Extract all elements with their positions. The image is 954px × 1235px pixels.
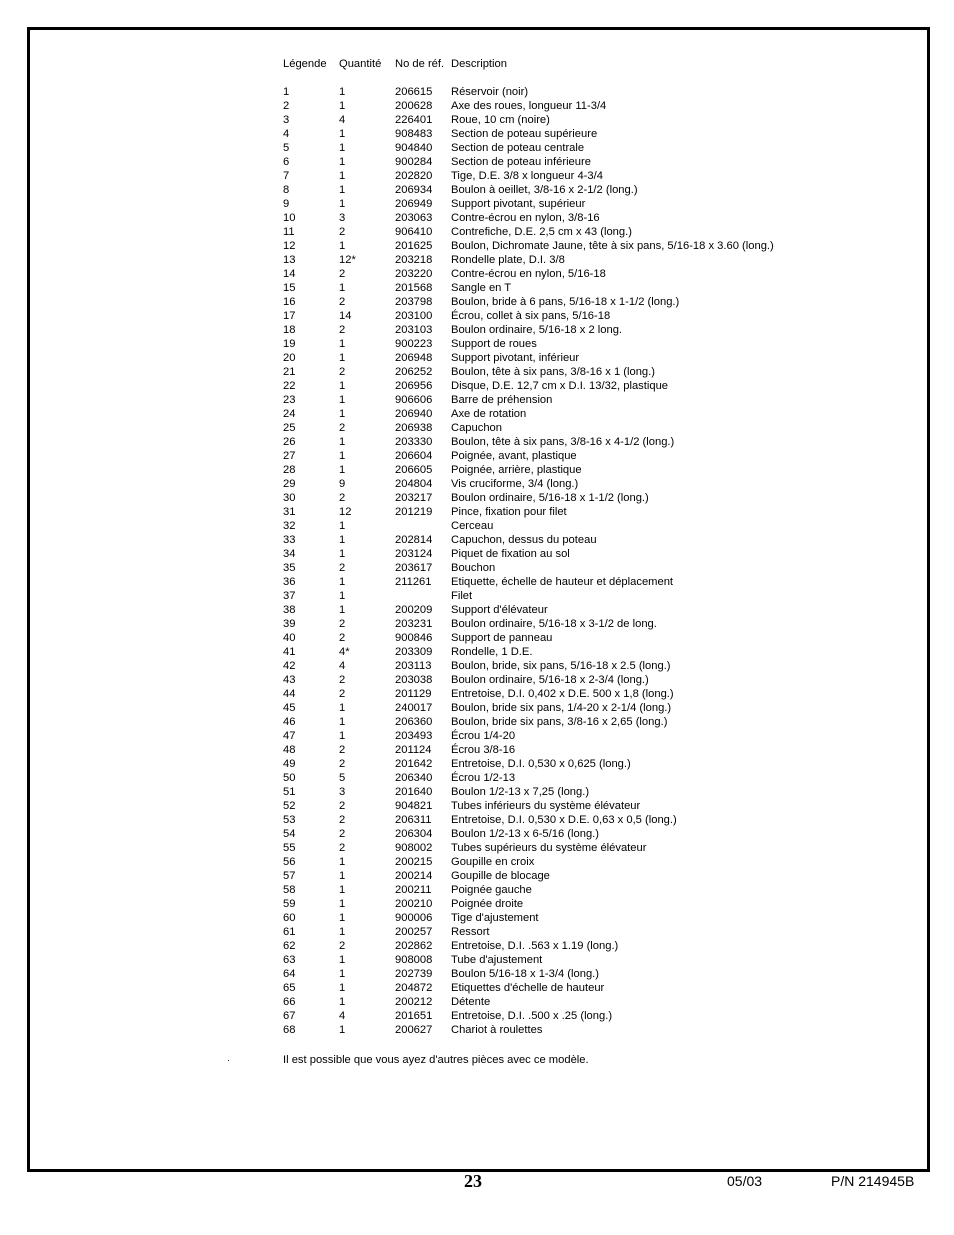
quantity-cell: 2 xyxy=(339,814,346,826)
quantity-cell: 2 xyxy=(339,940,346,952)
quantity-cell: 1 xyxy=(339,184,346,196)
ref-cell: 206311 xyxy=(395,814,432,826)
quantity-cell: 1 xyxy=(339,86,346,98)
quantity-cell: 1 xyxy=(339,100,346,112)
description-cell: Section de poteau supérieure xyxy=(451,128,598,140)
description-cell: Boulon, bride à 6 pans, 5/16-18 x 1-1/2 (long.) xyxy=(451,296,680,308)
description-cell: Boulon à oeillet, 3/8-16 x 2-1/2 (long.) xyxy=(451,184,638,196)
description-cell: Poignée gauche xyxy=(451,884,532,896)
ref-cell: 203217 xyxy=(395,492,433,504)
legend-cell: 68 xyxy=(283,1024,296,1036)
quantity-cell: 3 xyxy=(339,786,346,798)
description-cell: Boulon 1/2-13 x 6-5/16 (long.) xyxy=(451,828,600,840)
description-cell: Axe des roues, longueur 11-3/4 xyxy=(451,100,607,112)
ref-cell: 200211 xyxy=(395,884,432,896)
legend-cell: 61 xyxy=(283,926,296,938)
quantity-cell: 1 xyxy=(339,142,346,154)
description-cell: Entretoise, D.I. .563 x 1.19 (long.) xyxy=(451,940,619,952)
description-cell: Vis cruciforme, 3/4 (long.) xyxy=(451,478,579,490)
description-cell: Disque, D.E. 12,7 cm x D.I. 13/32, plastique xyxy=(451,380,669,392)
description-cell: Piquet de fixation au sol xyxy=(451,548,570,560)
header-ref: No de réf. xyxy=(395,58,445,70)
note-marker: · xyxy=(227,1055,230,1065)
legend-cell: 20 xyxy=(283,352,296,364)
ref-cell: 211261 xyxy=(395,576,432,588)
ref-cell: 908483 xyxy=(395,128,433,140)
description-cell: Contre-écrou en nylon, 5/16-18 xyxy=(451,268,606,280)
quantity-cell: 1 xyxy=(339,534,346,546)
ref-cell: 206304 xyxy=(395,828,433,840)
quantity-cell: 2 xyxy=(339,618,346,630)
ref-cell: 201219 xyxy=(395,506,433,518)
ref-cell: 206360 xyxy=(395,716,433,728)
description-cell: Etiquettes d'échelle de hauteur xyxy=(451,982,605,994)
quantity-cell: 2 xyxy=(339,422,346,434)
legend-cell: 29 xyxy=(283,478,296,490)
legend-cell: 49 xyxy=(283,758,296,770)
description-cell: Boulon, bride six pans, 1/4-20 x 2-1/4 (long.) xyxy=(451,702,672,714)
legend-cell: 10 xyxy=(283,212,296,224)
ref-cell: 206615 xyxy=(395,86,433,98)
description-cell: Contre-écrou en nylon, 3/8-16 xyxy=(451,212,600,224)
ref-cell: 200214 xyxy=(395,870,433,882)
legend-cell: 32 xyxy=(283,520,296,532)
ref-cell: 203063 xyxy=(395,212,433,224)
quantity-cell: 1 xyxy=(339,982,346,994)
legend-cell: 4 xyxy=(283,128,290,140)
quantity-cell: 1 xyxy=(339,408,346,420)
legend-cell: 2 xyxy=(283,100,290,112)
legend-cell: 19 xyxy=(283,338,296,350)
legend-cell: 62 xyxy=(283,940,296,952)
legend-cell: 26 xyxy=(283,436,296,448)
quantity-cell: 1 xyxy=(339,996,346,1008)
description-cell: Boulon, bride, six pans, 5/16-18 x 2.5 (long.) xyxy=(451,660,671,672)
ref-cell: 203798 xyxy=(395,296,433,308)
legend-cell: 16 xyxy=(283,296,296,308)
ref-cell: 906410 xyxy=(395,226,433,238)
quantity-cell: 1 xyxy=(339,604,346,616)
quantity-cell: 2 xyxy=(339,632,346,644)
quantity-cell: 2 xyxy=(339,324,346,336)
description-cell: Boulon, bride six pans, 3/8-16 x 2,65 (long.) xyxy=(451,716,668,728)
ref-cell: 203038 xyxy=(395,674,433,686)
description-cell: Écrou 1/2-13 xyxy=(451,772,516,784)
legend-cell: 40 xyxy=(283,632,296,644)
ref-cell: 203330 xyxy=(395,436,433,448)
description-cell: Entretoise, D.I. 0,402 x D.E. 500 x 1,8 (long.) xyxy=(451,688,674,700)
quantity-cell: 2 xyxy=(339,828,346,840)
ref-cell: 202739 xyxy=(395,968,433,980)
quantity-cell: 14 xyxy=(339,310,352,322)
legend-cell: 8 xyxy=(283,184,290,196)
quantity-cell: 2 xyxy=(339,800,346,812)
legend-cell: 66 xyxy=(283,996,296,1008)
legend-cell: 43 xyxy=(283,674,296,686)
ref-cell: 200628 xyxy=(395,100,433,112)
ref-cell: 203617 xyxy=(395,562,433,574)
quantity-cell: 4 xyxy=(339,114,346,126)
description-cell: Détente xyxy=(451,996,491,1008)
quantity-cell: 1 xyxy=(339,730,346,742)
quantity-cell: 2 xyxy=(339,674,346,686)
quantity-cell: 12 xyxy=(339,506,352,518)
quantity-cell: 4 xyxy=(339,1010,346,1022)
description-cell: Goupille de blocage xyxy=(451,870,550,882)
legend-cell: 54 xyxy=(283,828,296,840)
quantity-cell: 1 xyxy=(339,464,346,476)
legend-cell: 67 xyxy=(283,1010,296,1022)
description-cell: Entretoise, D.I. 0,530 x 0,625 (long.) xyxy=(451,758,631,770)
legend-cell: 22 xyxy=(283,380,296,392)
legend-cell: 5 xyxy=(283,142,290,154)
legend-cell: 27 xyxy=(283,450,296,462)
description-cell: Écrou, collet à six pans, 5/16-18 xyxy=(451,310,611,322)
description-cell: Écrou 3/8-16 xyxy=(451,744,516,756)
legend-cell: 53 xyxy=(283,814,296,826)
description-cell: Bouchon xyxy=(451,562,496,574)
description-cell: Boulon ordinaire, 5/16-18 x 1-1/2 (long.) xyxy=(451,492,649,504)
quantity-cell: 1 xyxy=(339,576,346,588)
quantity-cell: 1 xyxy=(339,240,346,252)
ref-cell: 203493 xyxy=(395,730,433,742)
legend-cell: 11 xyxy=(283,226,295,238)
quantity-cell: 4 xyxy=(339,660,346,672)
ref-cell: 201124 xyxy=(395,744,432,756)
description-cell: Section de poteau inférieure xyxy=(451,156,591,168)
legend-cell: 17 xyxy=(283,310,296,322)
legend-cell: 7 xyxy=(283,170,290,182)
quantity-cell: 3 xyxy=(339,212,346,224)
quantity-cell: 1 xyxy=(339,590,346,602)
legend-cell: 50 xyxy=(283,772,296,784)
legend-cell: 1 xyxy=(283,86,290,98)
legend-cell: 23 xyxy=(283,394,296,406)
ref-cell: 206934 xyxy=(395,184,433,196)
description-cell: Sangle en T xyxy=(451,282,512,294)
ref-cell: 908002 xyxy=(395,842,433,854)
quantity-cell: 12* xyxy=(339,254,356,266)
description-cell: Entretoise, D.I. 0,530 x D.E. 0,63 x 0,5 (long.) xyxy=(451,814,677,826)
description-cell: Tube d'ajustement xyxy=(451,954,543,966)
ref-cell: 226401 xyxy=(395,114,433,126)
description-cell: Contrefiche, D.E. 2,5 cm x 43 (long.) xyxy=(451,226,632,238)
quantity-cell: 1 xyxy=(339,436,346,448)
legend-cell: 63 xyxy=(283,954,296,966)
legend-cell: 38 xyxy=(283,604,296,616)
ref-cell: 200257 xyxy=(395,926,433,938)
legend-cell: 33 xyxy=(283,534,296,546)
description-cell: Boulon ordinaire, 5/16-18 x 2-3/4 (long.) xyxy=(451,674,649,686)
legend-cell: 39 xyxy=(283,618,296,630)
description-cell: Boulon 1/2-13 x 7,25 (long.) xyxy=(451,786,590,798)
legend-cell: 47 xyxy=(283,730,296,742)
description-cell: Poignée, arrière, plastique xyxy=(451,464,582,476)
quantity-cell: 2 xyxy=(339,268,346,280)
description-cell: Support de panneau xyxy=(451,632,553,644)
quantity-cell: 2 xyxy=(339,296,346,308)
legend-cell: 35 xyxy=(283,562,296,574)
legend-cell: 14 xyxy=(283,268,296,280)
description-cell: Support pivotant, supérieur xyxy=(451,198,586,210)
description-cell: Rondelle, 1 D.E. xyxy=(451,646,533,658)
legend-cell: 36 xyxy=(283,576,296,588)
legend-cell: 21 xyxy=(283,366,296,378)
description-cell: Boulon 5/16-18 x 1-3/4 (long.) xyxy=(451,968,600,980)
legend-cell: 59 xyxy=(283,898,296,910)
quantity-cell: 1 xyxy=(339,450,346,462)
ref-cell: 900006 xyxy=(395,912,433,924)
ref-cell: 201568 xyxy=(395,282,433,294)
quantity-cell: 9 xyxy=(339,478,346,490)
quantity-cell: 1 xyxy=(339,338,346,350)
description-cell: Support d'élévateur xyxy=(451,604,548,616)
quantity-cell: 1 xyxy=(339,856,346,868)
ref-cell: 204872 xyxy=(395,982,433,994)
ref-cell: 206938 xyxy=(395,422,433,434)
quantity-cell: 1 xyxy=(339,912,346,924)
description-cell: Poignée, avant, plastique xyxy=(451,450,577,462)
ref-cell: 203218 xyxy=(395,254,433,266)
description-cell: Boulon, tête à six pans, 3/8-16 x 4-1/2 (long.) xyxy=(451,436,675,448)
quantity-cell: 1 xyxy=(339,898,346,910)
legend-cell: 25 xyxy=(283,422,296,434)
revision-date: 05/03 xyxy=(727,1173,763,1189)
legend-cell: 65 xyxy=(283,982,296,994)
ref-cell: 204804 xyxy=(395,478,433,490)
quantity-cell: 1 xyxy=(339,352,346,364)
ref-cell: 203100 xyxy=(395,310,433,322)
description-cell: Section de poteau centrale xyxy=(451,142,585,154)
quantity-cell: 1 xyxy=(339,884,346,896)
ref-cell: 200627 xyxy=(395,1024,433,1036)
ref-cell: 203309 xyxy=(395,646,433,658)
ref-cell: 206956 xyxy=(395,380,433,392)
quantity-cell: 2 xyxy=(339,366,346,378)
ref-cell: 203231 xyxy=(395,618,433,630)
description-cell: Goupille en croix xyxy=(451,856,535,868)
ref-cell: 203220 xyxy=(395,268,433,280)
description-cell: Cerceau xyxy=(451,520,494,532)
quantity-cell: 1 xyxy=(339,968,346,980)
description-cell: Boulon, Dichromate Jaune, tête à six pans, 5/16-18 x 3.60 (long.) xyxy=(451,240,774,252)
description-cell: Filet xyxy=(451,590,473,602)
legend-cell: 52 xyxy=(283,800,296,812)
quantity-cell: 1 xyxy=(339,870,346,882)
description-cell: Support de roues xyxy=(451,338,537,350)
ref-cell: 203124 xyxy=(395,548,433,560)
legend-cell: 15 xyxy=(283,282,296,294)
legend-cell: 30 xyxy=(283,492,296,504)
ref-cell: 201129 xyxy=(395,688,432,700)
quantity-cell: 2 xyxy=(339,226,346,238)
ref-cell: 202814 xyxy=(395,534,433,546)
quantity-cell: 1 xyxy=(339,954,346,966)
quantity-cell: 1 xyxy=(339,394,346,406)
description-cell: Tige d'ajustement xyxy=(451,912,539,924)
quantity-cell: 2 xyxy=(339,492,346,504)
quantity-cell: 1 xyxy=(339,926,346,938)
quantity-cell: 2 xyxy=(339,744,346,756)
description-cell: Tige, D.E. 3/8 x longueur 4-3/4 xyxy=(451,170,603,182)
legend-cell: 56 xyxy=(283,856,296,868)
description-cell: Roue, 10 cm (noire) xyxy=(451,114,550,126)
quantity-cell: 1 xyxy=(339,702,346,714)
legend-cell: 44 xyxy=(283,688,296,700)
legend-cell: 37 xyxy=(283,590,296,602)
quantity-cell: 2 xyxy=(339,842,346,854)
quantity-cell: 2 xyxy=(339,758,346,770)
page-number: 23 xyxy=(464,1171,482,1191)
ref-cell: 201625 xyxy=(395,240,433,252)
description-cell: Tubes supérieurs du système élévateur xyxy=(451,842,647,854)
legend-cell: 41 xyxy=(283,646,296,658)
legend-cell: 6 xyxy=(283,156,290,168)
legend-cell: 12 xyxy=(283,240,296,252)
legend-cell: 57 xyxy=(283,870,296,882)
ref-cell: 206948 xyxy=(395,352,433,364)
ref-cell: 900223 xyxy=(395,338,433,350)
description-cell: Poignée droite xyxy=(451,898,524,910)
description-cell: Capuchon xyxy=(451,422,503,434)
legend-cell: 24 xyxy=(283,408,296,420)
legend-cell: 60 xyxy=(283,912,296,924)
ref-cell: 906606 xyxy=(395,394,433,406)
ref-cell: 203113 xyxy=(395,660,432,672)
quantity-cell: 2 xyxy=(339,562,346,574)
ref-cell: 203103 xyxy=(395,324,433,336)
quantity-cell: 5 xyxy=(339,772,346,784)
legend-cell: 13 xyxy=(283,254,296,266)
ref-cell: 206252 xyxy=(395,366,433,378)
description-cell: Boulon ordinaire, 5/16-18 x 2 long. xyxy=(451,324,623,336)
header-description: Description xyxy=(451,58,507,70)
description-cell: Écrou 1/4-20 xyxy=(451,730,516,742)
ref-cell: 200212 xyxy=(395,996,433,1008)
availability-note: Il est possible que vous ayez d'autres pièces avec ce modèle. xyxy=(283,1054,589,1066)
ref-cell: 200215 xyxy=(395,856,433,868)
quantity-cell: 1 xyxy=(339,198,346,210)
description-cell: Ressort xyxy=(451,926,490,938)
legend-cell: 31 xyxy=(283,506,296,518)
quantity-cell: 1 xyxy=(339,380,346,392)
ref-cell: 201640 xyxy=(395,786,433,798)
quantity-cell: 4* xyxy=(339,646,350,658)
description-cell: Boulon, tête à six pans, 3/8-16 x 1 (long.) xyxy=(451,366,655,378)
quantity-cell: 1 xyxy=(339,128,346,140)
quantity-cell: 1 xyxy=(339,170,346,182)
description-cell: Barre de préhension xyxy=(451,394,553,406)
legend-cell: 18 xyxy=(283,324,296,336)
legend-cell: 48 xyxy=(283,744,296,756)
ref-cell: 202820 xyxy=(395,170,433,182)
description-cell: Entretoise, D.I. .500 x .25 (long.) xyxy=(451,1010,613,1022)
description-cell: Tubes inférieurs du système élévateur xyxy=(451,800,641,812)
description-cell: Support pivotant, inférieur xyxy=(451,352,580,364)
description-cell: Chariot à roulettes xyxy=(451,1024,543,1036)
description-cell: Axe de rotation xyxy=(451,408,527,420)
description-cell: Etiquette, échelle de hauteur et déplacement xyxy=(451,576,674,588)
quantity-cell: 1 xyxy=(339,716,346,728)
description-cell: Réservoir (noir) xyxy=(451,86,529,98)
ref-cell: 202862 xyxy=(395,940,433,952)
legend-cell: 55 xyxy=(283,842,296,854)
legend-cell: 58 xyxy=(283,884,296,896)
ref-cell: 206340 xyxy=(395,772,433,784)
ref-cell: 240017 xyxy=(395,702,433,714)
legend-cell: 64 xyxy=(283,968,296,980)
header-legend: Légende xyxy=(283,58,327,70)
legend-cell: 45 xyxy=(283,702,296,714)
ref-cell: 201651 xyxy=(395,1010,433,1022)
legend-cell: 46 xyxy=(283,716,296,728)
legend-cell: 3 xyxy=(283,114,290,126)
legend-cell: 34 xyxy=(283,548,296,560)
ref-cell: 200209 xyxy=(395,604,433,616)
legend-cell: 51 xyxy=(283,786,296,798)
quantity-cell: 1 xyxy=(339,548,346,560)
legend-cell: 28 xyxy=(283,464,296,476)
quantity-cell: 1 xyxy=(339,282,346,294)
legend-cell: 42 xyxy=(283,660,296,672)
ref-cell: 206604 xyxy=(395,450,433,462)
legend-cell: 9 xyxy=(283,198,290,210)
header-quantity: Quantité xyxy=(339,58,382,70)
quantity-cell: 1 xyxy=(339,1024,346,1036)
ref-cell: 904821 xyxy=(395,800,433,812)
ref-cell: 200210 xyxy=(395,898,433,910)
ref-cell: 201642 xyxy=(395,758,433,770)
ref-cell: 900846 xyxy=(395,632,433,644)
quantity-cell: 1 xyxy=(339,520,346,532)
ref-cell: 904840 xyxy=(395,142,433,154)
description-cell: Pince, fixation pour filet xyxy=(451,506,567,518)
description-cell: Boulon ordinaire, 5/16-18 x 3-1/2 de long. xyxy=(451,618,657,630)
description-cell: Capuchon, dessus du poteau xyxy=(451,534,597,546)
ref-cell: 206949 xyxy=(395,198,433,210)
quantity-cell: 2 xyxy=(339,688,346,700)
ref-cell: 908008 xyxy=(395,954,433,966)
part-number: P/N 214945B xyxy=(831,1173,915,1189)
quantity-cell: 1 xyxy=(339,156,346,168)
ref-cell: 206940 xyxy=(395,408,433,420)
description-cell: Rondelle plate, D.I. 3/8 xyxy=(451,254,565,266)
ref-cell: 900284 xyxy=(395,156,433,168)
ref-cell: 206605 xyxy=(395,464,433,476)
